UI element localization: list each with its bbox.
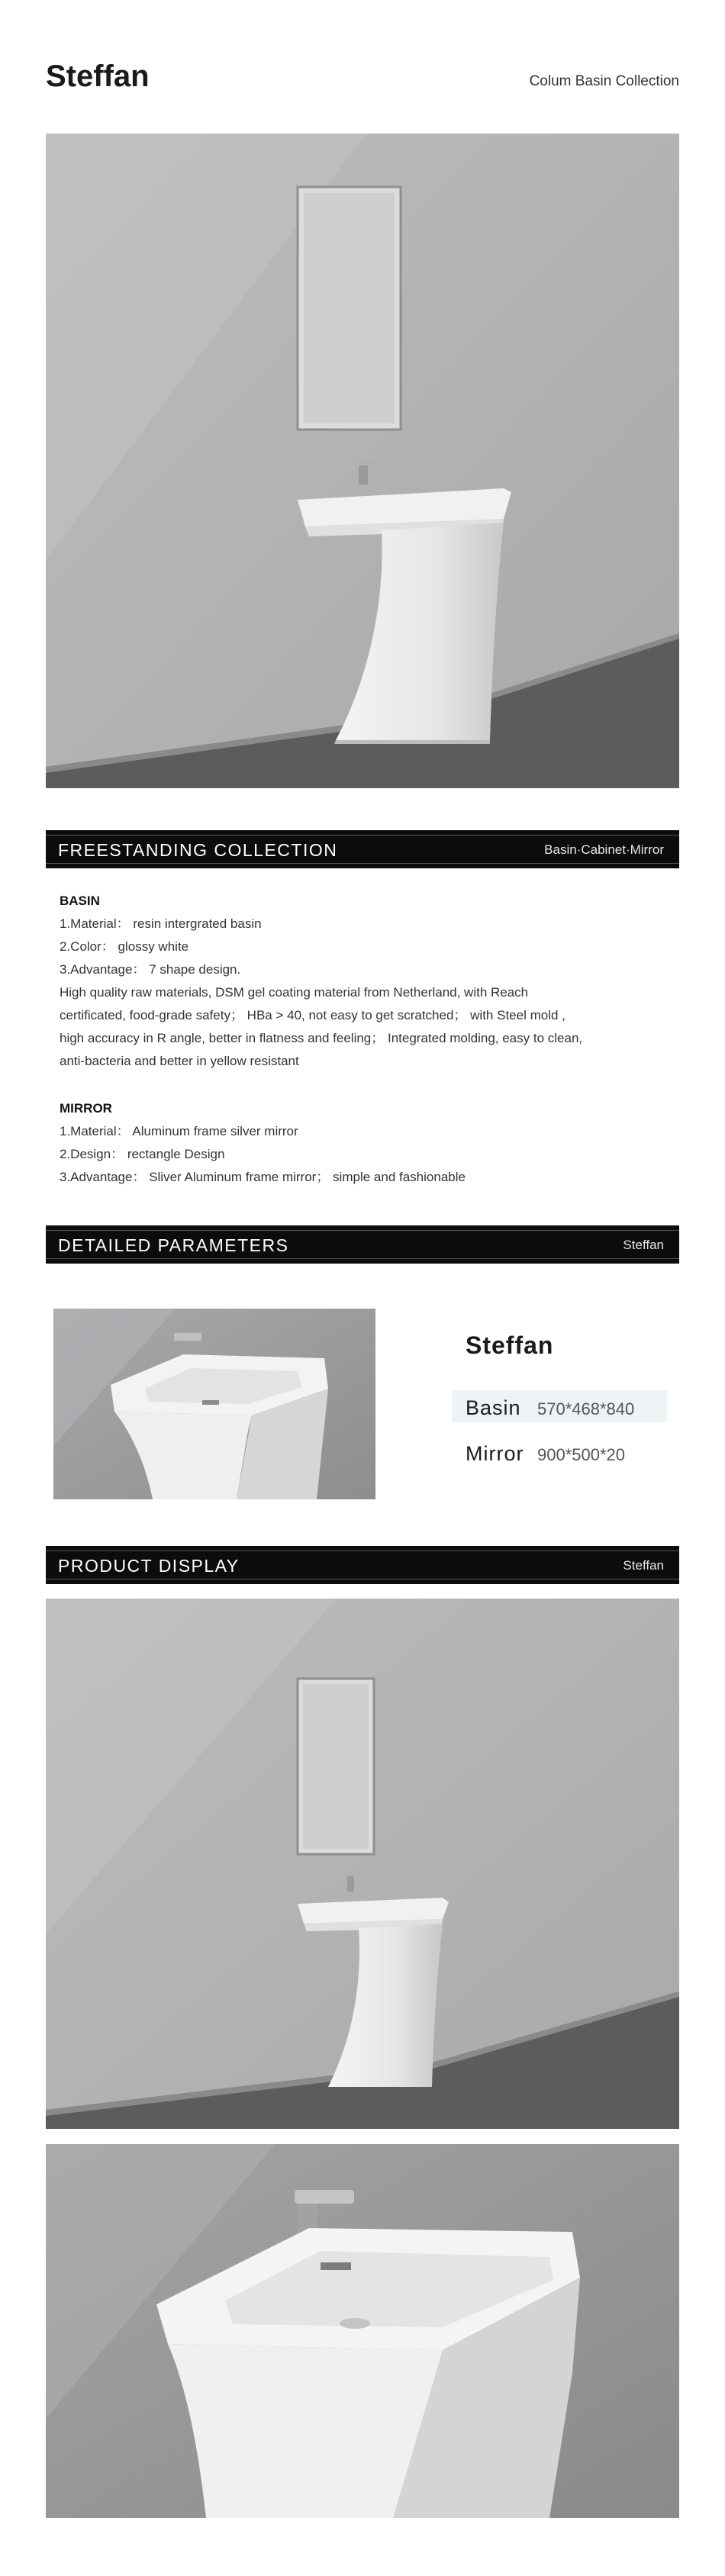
section-title: PRODUCT DISPLAY (58, 1556, 240, 1576)
basin-detail-image (53, 1309, 375, 1499)
parameter-product-name: Steffan (466, 1331, 554, 1359)
parameter-label: Mirror (466, 1442, 524, 1465)
section-tag: Steffan (623, 1558, 664, 1573)
section-tag: Steffan (623, 1238, 664, 1252)
basin-line: 3.Advantage： 7 shape design. (60, 962, 241, 977)
parameter-row-basin (452, 1390, 667, 1422)
basin-line: anti-bacteria and better in yellow resistant (60, 1054, 299, 1068)
mirror-line: 3.Advantage： Sliver Aluminum frame mirror； simple and fashionable (60, 1170, 466, 1184)
basin-spec-block (60, 890, 655, 1073)
mirror-spec-block (60, 1097, 655, 1189)
mirror-heading: MIRROR (60, 1101, 112, 1116)
display-section-header (46, 1546, 679, 1584)
section-tag: Basin·Cabinet·Mirror (544, 842, 664, 857)
basin-line: High quality raw materials, DSM gel coating material from Netherland, with Reach (60, 985, 529, 1000)
page-subtitle: Colum Basin Collection (529, 73, 679, 89)
page-title: Steffan (46, 60, 150, 93)
basin-line: high accuracy in R angle, better in flatness and feeling； Integrated molding, easy to clean, (60, 1031, 583, 1045)
parameter-value: 900*500*20 (537, 1445, 626, 1464)
basin-line: certificated, food-grade safety； HBa > 40, not easy to get scratched； with Steel mold , (60, 1008, 566, 1022)
basin-heading: BASIN (60, 894, 100, 908)
display-image-closeup (46, 2144, 679, 2518)
basin-line: 2.Color： glossy white (60, 939, 189, 954)
section-title: DETAILED PARAMETERS (58, 1235, 289, 1255)
parameter-row-mirror (452, 1436, 667, 1468)
mirror-line: 1.Material： Aluminum frame silver mirror (60, 1124, 298, 1138)
freestanding-section-header (46, 830, 679, 868)
mirror-line: 2.Design： rectangle Design (60, 1147, 225, 1161)
hero-product-image (46, 134, 679, 788)
display-image-full (46, 1599, 679, 2129)
parameters-section-header (46, 1225, 679, 1264)
parameter-label: Basin (466, 1396, 521, 1419)
parameter-value: 570*468*840 (537, 1399, 635, 1418)
section-title: FREESTANDING COLLECTION (58, 840, 338, 860)
basin-line: 1.Material： resin intergrated basin (60, 916, 262, 931)
